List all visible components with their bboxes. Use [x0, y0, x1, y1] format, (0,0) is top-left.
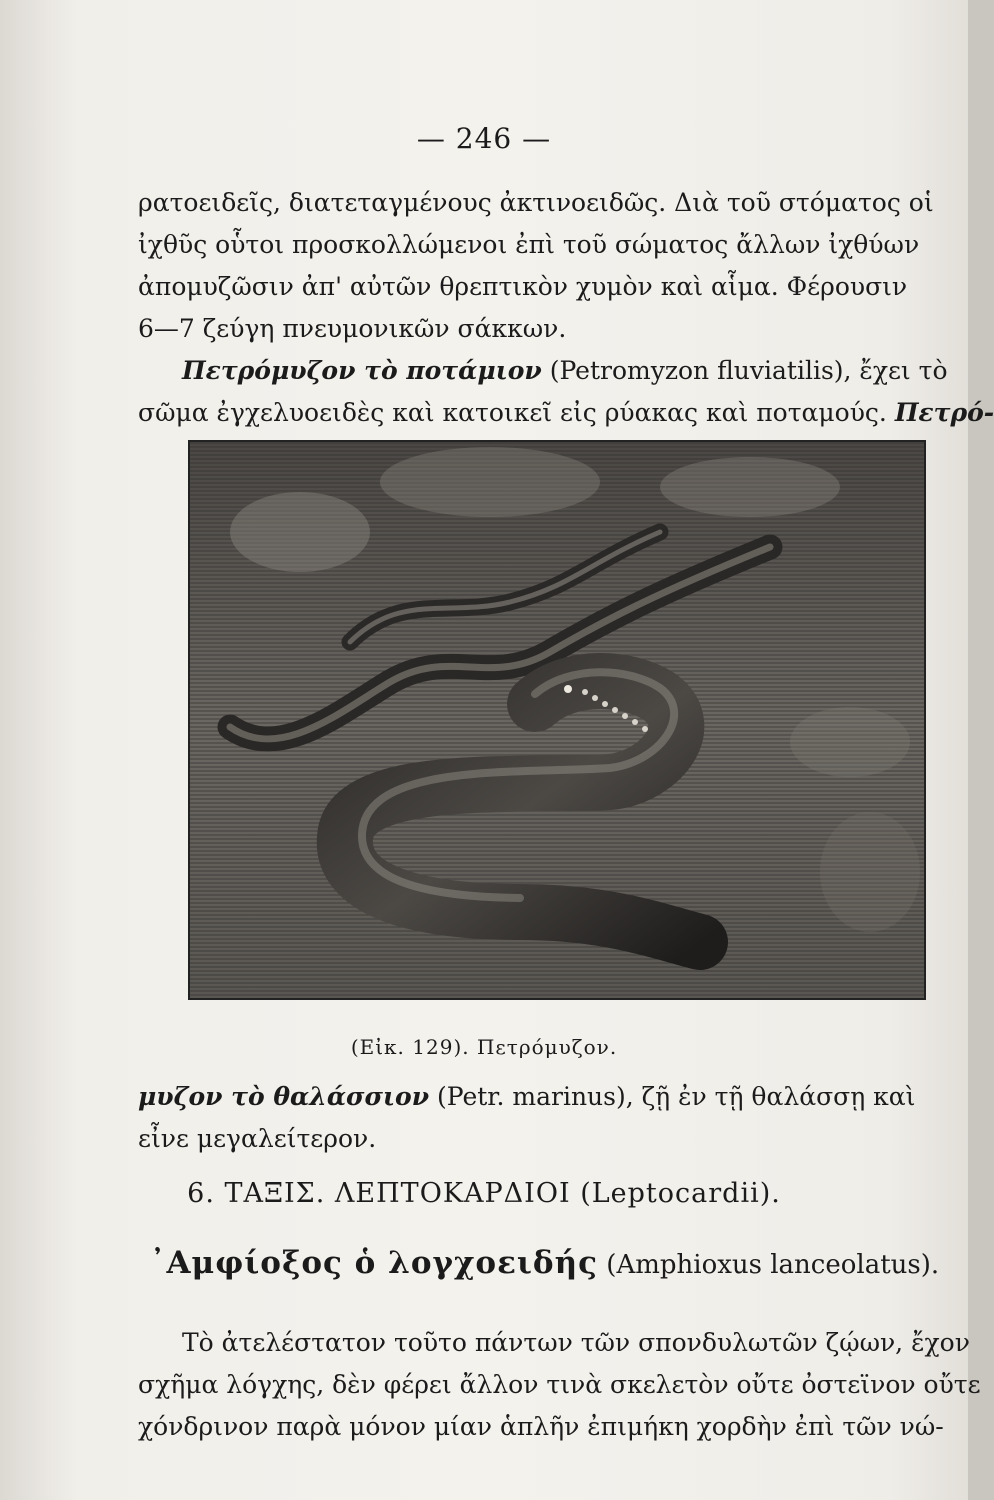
species-name-river-lamprey: Πετρόμυζον τὸ ποτάμιον — [182, 356, 542, 385]
text-line — [138, 1076, 938, 1118]
section-title: 6. ΤΑΞΙΣ. ΛΕΠΤΟΚΑΡΔΙΟΙ (Leptocardii). — [187, 1178, 781, 1209]
text-line — [138, 392, 994, 434]
figure-caption: (Εἰκ. 129). Πετρόμυζον. — [350, 1035, 618, 1059]
top-paragraph — [138, 182, 994, 434]
amphioxus-heading — [150, 1245, 950, 1281]
text-line: εἶνε μεγαλείτερον. — [138, 1124, 377, 1153]
species-name-sea-lamprey: μυζον τὸ θαλάσσιον — [138, 1082, 430, 1111]
lamprey-engraving — [188, 440, 926, 1000]
page-number: — 246 — — [416, 122, 552, 155]
amphioxus-paragraph — [138, 1322, 981, 1448]
text-span: (Petromyzon fluviatilis), ἔχει τὸ — [541, 356, 948, 385]
text-span: σῶμα ἐγχελυοειδὲς καὶ κατοικεῖ εἰς ρύακας καὶ ποταμούς. — [138, 398, 895, 427]
text-line: ἰχθῦς οὗτοι προσκολλώμενοι ἐπὶ τοῦ σώματος ἄλλων ἰχθύων — [138, 230, 920, 259]
amphioxus-heading-bold: ᾿Αμφίοξος ὁ λογχοειδής — [150, 1245, 599, 1281]
text-line: χόνδρινον παρὰ μόνον μίαν ἁπλῆν ἐπιμήκη χορδὴν ἐπὶ τῶν νώ- — [138, 1412, 944, 1441]
text-line — [138, 350, 948, 392]
amphioxus-heading-latin: (Amphioxus lanceolatus). — [598, 1250, 940, 1280]
text-line: σχῆμα λόγχης, δὲν φέρει ἄλλον τινὰ σκελετὸν οὔτε ὀστεϊνον οὔτε — [138, 1370, 981, 1399]
text-line: ρατοειδεῖς, διατεταγμένους ἀκτινοειδῶς. Διὰ τοῦ στόματος οἱ — [138, 188, 934, 217]
species-name-sea-lamprey-start: Πετρό- — [894, 398, 994, 427]
text-line: 6—7 ζεύγη πνευμονικῶν σάκκων. — [138, 314, 567, 343]
text-span: (Petr. marinus), ζῇ ἐν τῇ θαλάσσῃ καὶ — [429, 1082, 916, 1111]
text-line: ἀπομυζῶσιν ἀπ' αὐτῶν θρεπτικὸν χυμὸν καὶ αἷμα. Φέρουσιν — [138, 272, 908, 301]
text-line: Τὸ ἀτελέστατον τοῦτο πάντων τῶν σπονδυλωτῶν ζῴων, ἔχον — [182, 1328, 970, 1357]
middle-paragraph — [138, 1076, 938, 1160]
